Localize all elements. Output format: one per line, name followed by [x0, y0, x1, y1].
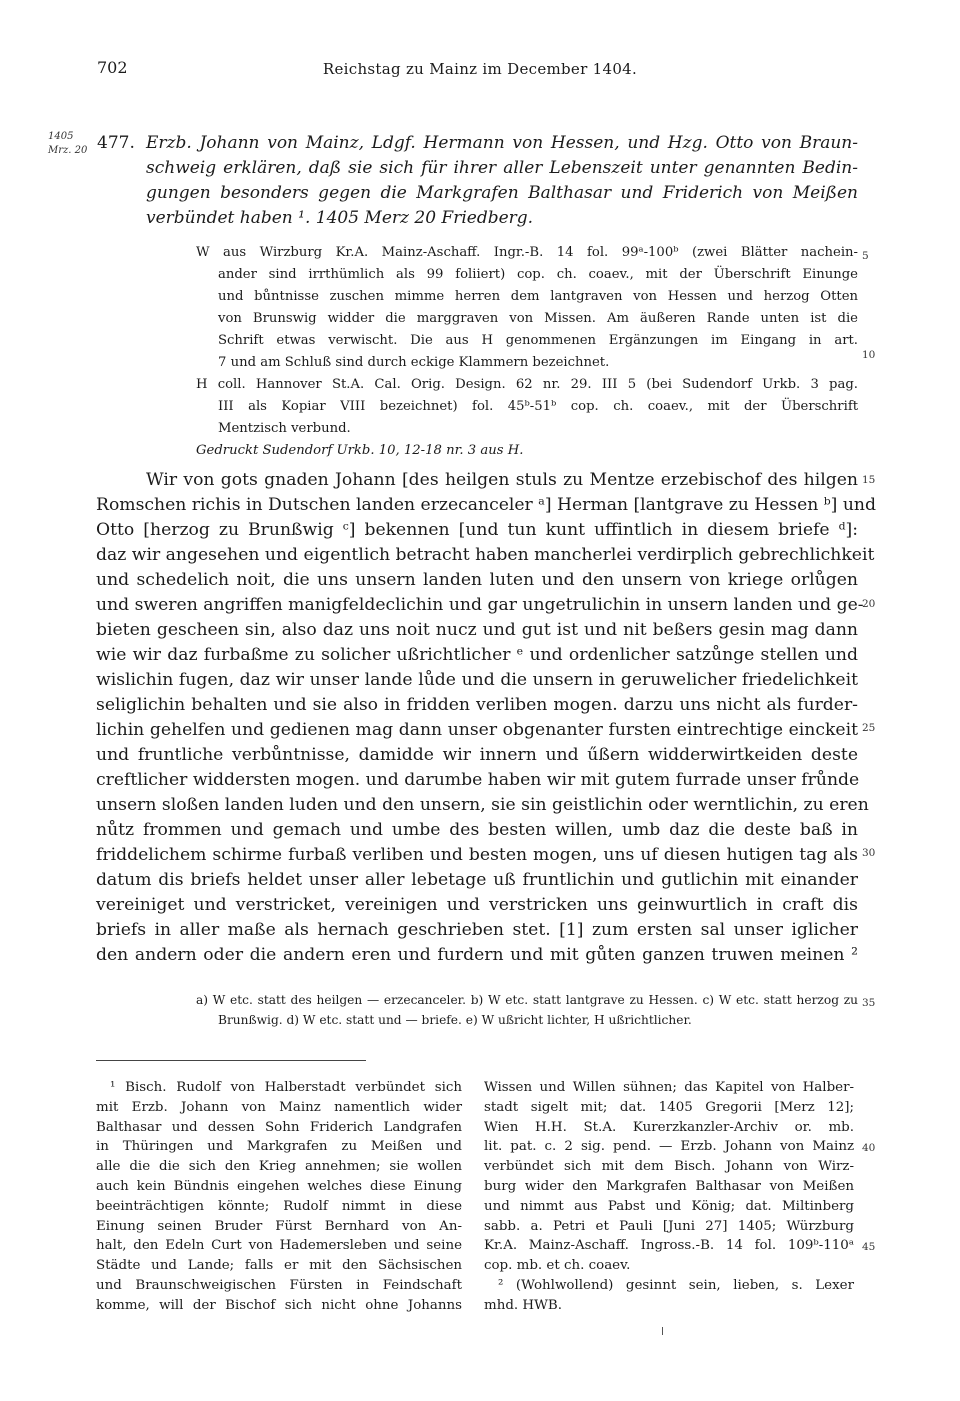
margin-date-day: Mrz. 20: [48, 145, 88, 156]
body-line: Romschen richis in Dutschen landen erzecanceler ᵃ] Herman [lantgrave zu Hessen ᵇ] und: [96, 495, 876, 515]
printing-mark: [662, 1327, 663, 1335]
source-line: W aus Wirzburg Kr.A. Mainz-Aschaff. Ingr.-B. 14 fol. 99ᵃ-100ᵇ (zwei Blätter nachein-: [196, 245, 858, 260]
body-line: und sweren angriffen manigfeldeclichin und gar ungetrulichin in unsern landen und ge-: [96, 595, 864, 615]
line-number: 5: [862, 250, 869, 262]
footnote-line: Kr.A. Mainz-Aschaff. Ingross.-B. 14 fol. 109ᵇ-110ᵃ: [484, 1238, 854, 1254]
body-line: Wir von gots gnaden Johann [des heilgen stuls zu Mentze erzebischof des hilgen: [146, 470, 858, 490]
line-number: 15: [862, 474, 876, 486]
running-title: Reichstag zu Mainz im December 1404.: [322, 60, 638, 78]
footnote-line: mit Erzb. Johann von Mainz namentlich wider: [96, 1099, 462, 1115]
footnote-separator: [96, 1060, 366, 1061]
body-line: und fruntliche verbůntnisse, damidde wir innern und űßern widderwirtkeiden deste: [96, 745, 858, 765]
line-number: 25: [862, 722, 876, 734]
footnote-line: cop. mb. et ch. coaev.: [484, 1258, 631, 1274]
body-line: unsern sloßen landen luden und den unsern, sie sin geistlichin oder werntlichin, zu eren: [96, 795, 869, 815]
footnote-line: und nimmt aus Pabst und König; dat. Miltinberg: [484, 1198, 854, 1214]
body-line: lichin gehelfen und gedienen mag dann unser obgenanter fursten eintrechtige einckeit: [96, 720, 858, 740]
footnote-line: komme, will der Bischof sich nicht ohne Johanns: [96, 1297, 462, 1313]
heading-line: gungen besonders gegen die Markgrafen Balthasar und Friderich von Meißen: [146, 183, 858, 203]
source-line: von Brunswig widder die marggraven von Missen. Am äußeren Rande unten ist die: [218, 311, 858, 326]
body-line: creftlicher widdersten mogen. und darumbe haben wir mit gutem furrade unser frůnde: [96, 770, 860, 790]
body-line: Otto [herzog zu Brunßwig ᶜ] bekennen [und tun kunt uffintlich in diesem briefe ᵈ]:: [96, 520, 858, 540]
footnotes-right-column: [484, 1078, 854, 1316]
line-number: 20: [862, 598, 876, 610]
heading-line: Erzb. Johann von Mainz, Ldgf. Hermann von Hessen, und Hzg. Otto von Braun-: [146, 133, 858, 153]
body-line: und schedelich noit, die uns unsern landen luten und den unsern von kriege orlůgen: [96, 570, 858, 590]
body-line: briefs in aller maße als hernach geschrieben stet. [1] zum ersten sal unser iglicher: [96, 920, 858, 940]
footnote-line: sabb. a. Petri et Pauli [Juni 27] 1405; Würzburg: [484, 1218, 854, 1234]
footnote-line: alle die die sich den Krieg annehmen; sie wollen: [96, 1159, 462, 1175]
body-line: friddelichem schirme furbaß verliben und besten mogen, uns uf diesen hutigen tag als: [96, 845, 858, 865]
body-line: datum dis briefs heldet unser aller lebetage uß fruntlichin und gutlichin mit einander: [96, 870, 858, 890]
footnote-line: und Braunschweigischen Fürsten in Feindschaft: [96, 1277, 462, 1293]
textual-note-line: a) W etc. statt des heilgen — erzecanceler. b) W etc. statt lantgrave zu Hessen. c) W etc. statt herzog zu: [196, 993, 858, 1007]
source-line: Schrift etwas verwischt. Die aus H genommenen Ergänzungen im Eingang in art.: [218, 333, 858, 348]
document-number: 477.: [97, 133, 135, 153]
body-line: nůtz frommen und gemach und umbe des besten willen, umb daz die deste baß in: [96, 820, 858, 840]
source-line: und bůntnisse zuschen mimme herren dem lantgraven von Hessen und herzog Otten: [218, 289, 858, 304]
footnote-line: Einung seinen Bruder Fürst Bernhard von An-: [96, 1218, 462, 1234]
line-number: 40: [862, 1142, 876, 1154]
body-line: daz wir angesehen und eigentlich betracht haben mancherlei verdirplich gebrechlichkeit: [96, 545, 875, 565]
footnote-line: ¹ Bisch. Rudolf von Halberstadt verbündet sich: [110, 1080, 462, 1095]
footnote-line: ² (Wohlwollend) gesinnt sein, lieben, s. Lexer: [498, 1277, 854, 1293]
line-number: 30: [862, 847, 876, 859]
margin-date-year: 1405: [48, 131, 74, 142]
footnote-line: auch kein Bündnis eingehen welches diese Einung: [96, 1178, 462, 1194]
heading-line: schweig erklären, daß sie sich für ihrer aller Lebenszeit unter genannten Bedin-: [146, 158, 858, 178]
heading-line: verbündet haben ¹. 1405 Merz 20 Friedberg.: [146, 208, 534, 228]
source-line: Mentzisch verbund.: [218, 421, 351, 436]
footnote-line: lit. pat. c. 2 sig. pend. — Erzb. Johann von Mainz: [484, 1139, 854, 1155]
source-line: III als Kopiar VIII bezeichnet) fol. 45ᵇ-51ᵇ cop. ch. coaev., mit der Überschrift: [218, 399, 858, 414]
footnote-line: mhd. HWB.: [484, 1297, 562, 1313]
body-line: seliglichin behalten und sie also in fridden verliben mogen. darzu uns nicht als furder-: [96, 695, 858, 715]
source-line: ander sind irrthümlich als 99 foliiert) cop. ch. coaev., mit der Überschrift Einunge: [218, 267, 858, 282]
line-number: 45: [862, 1241, 876, 1253]
footnote-line: burg wider den Markgrafen Balthasar von Meißen: [484, 1178, 854, 1194]
footnote-line: halt, den Edeln Curt von Hademersleben und seine: [96, 1238, 462, 1254]
source-line: Gedruckt Sudendorf Urkb. 10, 12-18 nr. 3 aus H.: [196, 443, 524, 458]
body-line: vereiniget und verstricket, vereinigen und verstricken uns geinwurtlich in craft dis: [96, 895, 858, 915]
line-number: 10: [862, 349, 876, 361]
page-number: 702: [97, 58, 128, 77]
textual-note-line: Brunßwig. d) W etc. statt und — briefe. e) W ußricht lichter, H ußrichtlicher.: [218, 1013, 692, 1027]
footnote-line: beeinträchtigen könnte; Rudolf nimmt in diese: [96, 1198, 462, 1214]
body-line: wie wir daz furbaßme zu solicher ußrichtlicher ᵉ und ordenlicher satzůnge stellen und: [96, 645, 858, 665]
body-line: den andern oder die andern eren und furdern und mit gůten ganzen truwen meinen ²: [96, 945, 858, 965]
line-number: 35: [862, 997, 876, 1009]
body-line: wislichin fugen, daz wir unser lande lůde und die unsern in geruwelicher friedelichkeit: [96, 670, 858, 690]
footnote-line: in Thüringen und Markgrafen zu Meißen und: [96, 1139, 462, 1155]
footnote-line: verbündet sich mit dem Bisch. Johann von Wirz-: [484, 1159, 854, 1175]
footnotes-left-column: [96, 1078, 462, 1316]
footnote-line: Städte und Lande; falls er mit den Sächsischen: [96, 1258, 462, 1274]
source-line: 7 und am Schluß sind durch eckige Klammern bezeichnet.: [218, 355, 610, 370]
body-line: bieten gescheen sin, also daz uns noit nucz und gut ist und nit beßers gesin mag dann: [96, 620, 858, 640]
footnote-line: Balthasar und dessen Sohn Friderich Landgrafen: [96, 1119, 462, 1135]
footnote-line: stadt sigelt mit; dat. 1405 Gregorii [Merz 12];: [484, 1099, 854, 1115]
footnote-line: Wien H.H. St.A. Kurerzkanzler-Archiv or. mb.: [484, 1119, 854, 1135]
footnote-line: Wissen und Willen sühnen; das Kapitel von Halber-: [484, 1080, 854, 1095]
source-line: H coll. Hannover St.A. Cal. Orig. Design. 62 nr. 29. III 5 (bei Sudendorf Urkb. 3 pag.: [196, 377, 858, 392]
margin-date: [48, 130, 87, 158]
